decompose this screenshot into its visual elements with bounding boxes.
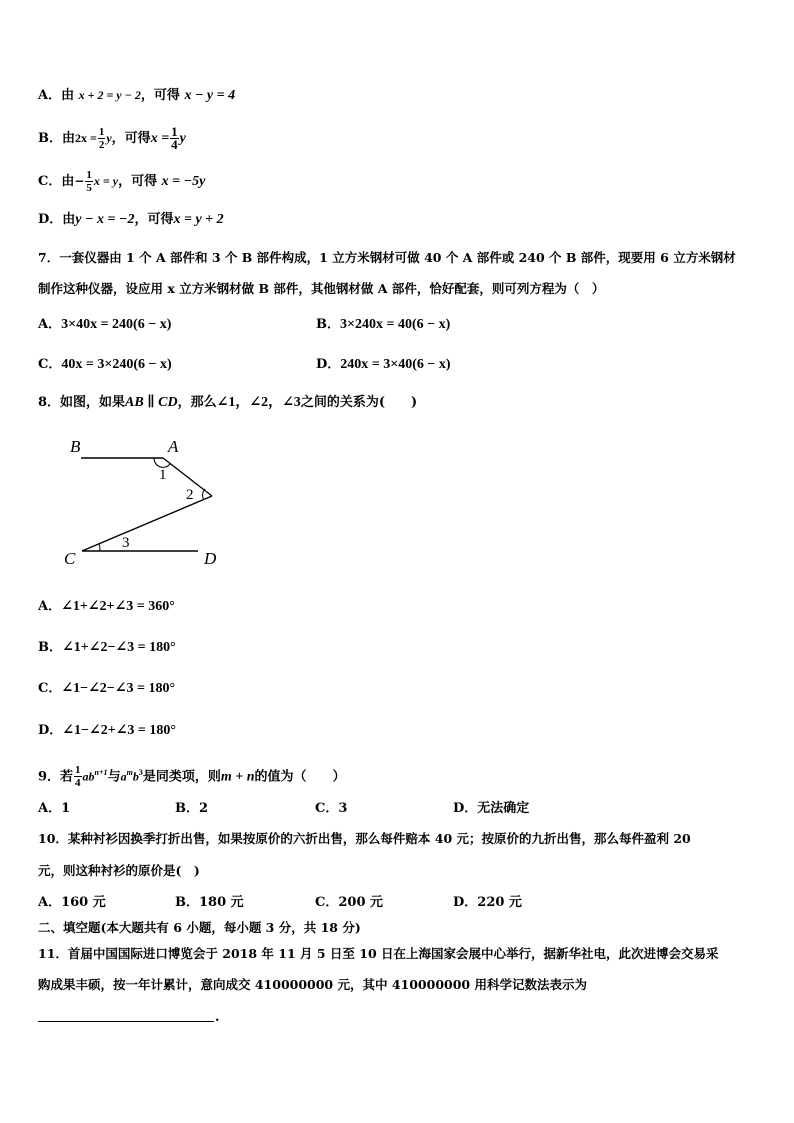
q8-d-label: D．	[38, 723, 63, 738]
q6-b-num2: 1	[171, 124, 178, 139]
q6-option-d	[38, 211, 224, 229]
q9-term1: ab	[82, 769, 95, 784]
label-d: D	[204, 549, 217, 568]
q6-c-rest: x = y	[93, 174, 119, 188]
q6-option-c	[38, 164, 205, 199]
q7-a-label: A．	[38, 317, 62, 332]
q9-exp2b: 3	[138, 768, 143, 777]
q8-stem-suffix: 之间的关系为( )	[300, 395, 418, 410]
q6-c-fraction	[85, 169, 93, 194]
q9-suffix: 的值为（ ）	[254, 769, 346, 785]
q9-term2a: a	[120, 769, 127, 784]
q6-b-var2: y	[179, 131, 186, 146]
q7-option-b	[316, 316, 450, 334]
q9-term2b: b	[132, 769, 139, 784]
q9-prefix: 9．若	[38, 769, 74, 785]
q7-option-c	[38, 356, 172, 374]
q9-option-a: A．1	[38, 801, 71, 816]
q7-a-expr: 3×40x = 240(6 − x)	[61, 317, 172, 332]
q10-option-a: A．160 元	[38, 895, 106, 910]
q6-a-given: x + 2 = y − 2	[78, 88, 141, 102]
q7-stem-line1: 7．一套仪器由 1 个 A 部件和 3 个 B 部件构成，1 立方米钢材可做 40 个 A 部件或 240 个 B 部件，现要用 6 立方米钢材	[38, 250, 736, 265]
q9-exp2a: m	[126, 768, 133, 777]
q8-c-label: C．	[38, 681, 62, 696]
q8-stem-angles: ∠1，∠2，∠3	[216, 395, 301, 410]
q6-a-label: A．由	[38, 88, 75, 103]
q6-option-a	[38, 86, 235, 105]
q7-c-label: C．	[38, 357, 62, 372]
q11-blank-period: .	[215, 1010, 220, 1025]
q6-c-den: 5	[86, 182, 92, 194]
q8-option-b	[38, 639, 176, 657]
q6-c-num: 1	[86, 169, 92, 181]
q6-a-mid: ，可得	[140, 88, 180, 103]
q6-c-mid: ，可得	[118, 174, 158, 189]
q9-expr: m + n	[220, 769, 255, 785]
q6-b-fraction	[98, 126, 106, 151]
q7-b-expr: 3×240x = 40(6 − x)	[340, 317, 451, 332]
q6-d-result: x = y + 2	[173, 212, 224, 227]
label-a: A	[168, 437, 179, 456]
q8-stem-math: AB ∥ CD	[125, 395, 178, 410]
q6-d-mid: ，可得	[134, 212, 174, 227]
q11-stem-line1: 11．首届中国国际进口博览会于 2018 年 11 月 5 日至 10 日在上海国家会展中心举行，据新华社电，此次进博会交易采	[38, 946, 719, 961]
q8-stem-mid: ，那么	[177, 395, 217, 410]
q10-option-d: D．220 元	[453, 895, 522, 910]
q8-d-expr: ∠1−∠2+∠3 = 180°	[62, 723, 177, 738]
q6-b-fraction2	[170, 126, 179, 151]
q6-b-lhs: 2x =	[75, 131, 97, 145]
q9-option-c: C．3	[315, 801, 348, 816]
q6-c-label: C．由	[38, 174, 75, 189]
q10-stem-line2: 元，则这种衬衫的原价是( )	[38, 863, 200, 878]
q6-option-b	[38, 120, 186, 157]
q10-option-b: B．180 元	[175, 895, 244, 910]
q9-stem	[38, 755, 346, 795]
q8-figure	[55, 430, 235, 575]
q6-c-neg: −	[74, 174, 85, 188]
q7-d-expr: 240x = 3×40(6 − x)	[340, 357, 451, 372]
q9-num: 1	[75, 764, 81, 777]
q9-mid2: 是同类项，则	[142, 769, 221, 785]
q9-option-b: B．2	[175, 801, 209, 816]
q6-b-label: B．由	[38, 131, 75, 146]
q7-option-d	[316, 356, 451, 374]
q6-b-den: 2	[98, 139, 105, 151]
q9-option-d: D．无法确定	[453, 801, 530, 816]
label-b: B	[70, 437, 81, 456]
q8-option-a	[38, 598, 175, 616]
q8-b-expr: ∠1+∠2−∠3 = 180°	[62, 640, 176, 655]
q8-c-expr: ∠1−∠2−∠3 = 180°	[61, 681, 176, 696]
q6-a-result: x − y = 4	[184, 88, 236, 103]
q8-b-label: B．	[38, 640, 62, 655]
q8-a-expr: ∠1+∠2+∠3 = 360°	[61, 599, 175, 614]
q11-stem-line2: 购成果丰硕，按一年计累计，意向成交 410000000 元，其中 410000000 用科学记数法表示为	[38, 977, 587, 992]
label-angle-2: 2	[186, 487, 194, 503]
q6-b-var: y	[106, 131, 112, 145]
q10-option-c: C．200 元	[315, 895, 384, 910]
q7-stem-line2: 制作这种仪器，设应用 x 立方米钢材做 B 部件，其他钢材做 A 部件，恰好配套，则可列方程为（ ）	[38, 281, 605, 296]
q7-c-expr: 40x = 3×240(6 − x)	[61, 357, 172, 372]
q6-b-mid: ，可得	[111, 131, 151, 146]
q6-b-den2: 4	[171, 137, 178, 152]
q6-c-result: x = −5y	[161, 174, 206, 189]
q9-exp1: n+1	[94, 768, 108, 777]
q11-answer-blank[interactable]	[38, 1021, 214, 1022]
q9-fraction	[74, 764, 82, 789]
q8-option-d	[38, 722, 176, 740]
q6-b-num: 1	[98, 126, 105, 138]
q7-option-a	[38, 316, 171, 334]
angle-1-arc	[154, 458, 170, 467]
section-2-heading: 二、填空题(本大题共有 6 小题，每小题 3 分，共 18 分)	[38, 920, 361, 935]
q8-stem-prefix: 8．如图，如果	[38, 395, 126, 410]
q8-a-label: A．	[38, 599, 62, 614]
q6-d-label: D．由	[38, 212, 76, 227]
q8-option-c	[38, 680, 175, 698]
label-c: C	[64, 549, 76, 568]
q7-d-label: D．	[316, 357, 341, 372]
q6-b-lhs2: x =	[150, 131, 170, 146]
label-angle-1: 1	[159, 467, 167, 483]
q10-stem-line1: 10．某种衬衫因换季打折出售，如果按原价的六折出售，那么每件赔本 40 元；按原价的九折出售，那么每件盈利 20	[38, 831, 691, 846]
q7-b-label: B．	[316, 317, 340, 332]
angle-3-arc	[99, 544, 100, 551]
label-angle-3: 3	[122, 535, 130, 551]
q8-stem	[38, 394, 417, 412]
q6-d-given: y − x = −2	[75, 212, 135, 227]
q9-den: 4	[75, 777, 81, 790]
q9-mid: 与	[107, 769, 121, 785]
line-vertex-c	[82, 496, 212, 551]
